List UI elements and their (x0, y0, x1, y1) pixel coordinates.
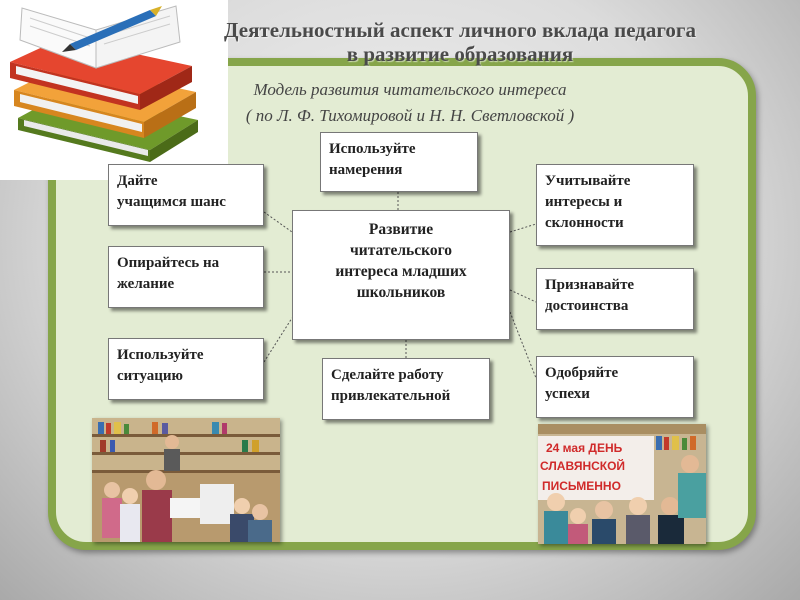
box-chance-line-1: Дайте (117, 173, 158, 189)
box-success (536, 356, 694, 418)
banner-line-3: ПИСЬМЕННО (542, 479, 621, 493)
title-line-1: Деятельностный аспект личного вклада педагога (224, 18, 696, 42)
box-chance-line-2: учащимся шанс (117, 194, 226, 210)
box-interests-line-1: Учитывайте (545, 173, 631, 189)
connector-success (510, 312, 536, 378)
connector-chance (264, 212, 292, 232)
center-box (292, 210, 510, 340)
box-desire-line-2: желание (117, 276, 175, 292)
box-intentions-line-1: Используйте (329, 141, 416, 157)
box-desire (108, 246, 264, 308)
box-situation (108, 338, 264, 400)
photo-library-reading (92, 418, 280, 542)
box-dignity-line-1: Признавайте (545, 277, 635, 293)
center-line-2: читательского (350, 242, 452, 259)
connector-dignity (510, 290, 536, 302)
photo-children-banner (538, 424, 706, 544)
title-line-2: в развитие образования (346, 42, 574, 66)
banner-line-2: СЛАВЯНСКОЙ (540, 459, 626, 473)
box-success-line-1: Одобряйте (545, 365, 619, 381)
box-chance (108, 164, 264, 226)
box-interests (536, 164, 694, 246)
center-line-1: Развитие (368, 221, 434, 238)
connector-interests (510, 224, 536, 232)
box-work-line-1: Сделайте работу (331, 367, 444, 383)
box-work-line-2: привлекательной (331, 388, 451, 404)
box-dignity-line-2: достоинства (545, 298, 629, 314)
box-situation-line-2: ситуацию (117, 368, 184, 384)
box-interests-line-3: склонности (545, 215, 624, 231)
box-dignity (536, 268, 694, 330)
box-interests-line-2: интересы и (545, 194, 623, 210)
banner-line-1: 24 мая ДЕНЬ (546, 441, 623, 455)
subtitle-line-2: ( по Л. Ф. Тихомировой и Н. Н. Светловской ) (245, 106, 575, 125)
box-situation-line-1: Используйте (117, 347, 204, 363)
center-line-3: интереса младших (335, 263, 467, 280)
connector-situation (264, 318, 292, 362)
box-intentions-line-2: намерения (329, 162, 403, 178)
box-work (322, 358, 490, 420)
box-success-line-2: успехи (545, 386, 590, 402)
center-line-4: школьников (356, 284, 446, 301)
subtitle-line-1: Модель развития читательского интереса (253, 80, 567, 99)
box-intentions (320, 132, 478, 192)
box-desire-line-1: Опирайтесь на (117, 255, 220, 271)
